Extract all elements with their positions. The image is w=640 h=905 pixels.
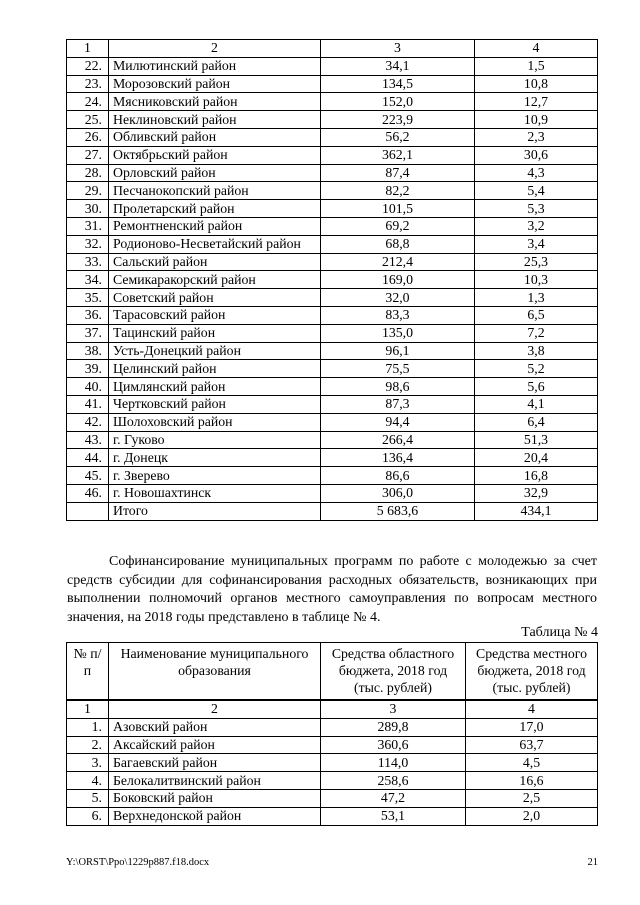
local-budget-value: 3,2 [475,217,598,235]
table-row [67,289,598,307]
local-budget-value: 6,5 [475,306,598,324]
local-budget-value: 5,4 [475,182,598,200]
municipality-name: Чертковский район [109,395,321,413]
table-header-row [67,40,598,58]
local-budget-value: 16,6 [466,772,598,790]
local-budget-value: 32,9 [475,484,598,502]
municipality-name: Аксайский район [109,736,321,754]
regional-budget-value: 98,6 [321,378,475,396]
municipality-name: Песчанокопский район [109,182,321,200]
table-body [67,718,598,825]
municipality-name: Цимлянский район [109,378,321,396]
regional-budget-value: 101,5 [321,200,475,218]
regional-budget-value: 134,5 [321,75,475,93]
row-number: 32. [67,235,109,253]
regional-budget-value: 32,0 [321,289,475,307]
table-row [67,128,598,146]
row-number: 35. [67,289,109,307]
regional-budget-value: 152,0 [321,93,475,111]
row-number: 36. [67,306,109,324]
colnum-1: 1 [67,700,109,718]
local-budget-value: 51,3 [475,431,598,449]
row-number: 27. [67,146,109,164]
local-budget-value: 1,5 [475,57,598,75]
municipality-name: Семикаракорский район [109,271,321,289]
local-budget-value: 17,0 [466,718,598,736]
table-row [67,200,598,218]
municipality-name: Усть-Донецкий район [109,342,321,360]
local-budget-value: 5,3 [475,200,598,218]
municipality-name: Неклиновский район [109,111,321,129]
row-number: 5. [67,789,109,807]
col-header-1: 1 [67,40,109,58]
table-row [67,324,598,342]
table-row [67,235,598,253]
local-budget-value: 25,3 [475,253,598,271]
regional-budget-value: 53,1 [321,807,466,825]
regional-budget-value: 223,9 [321,111,475,129]
local-budget-value: 4,1 [475,395,598,413]
regional-budget-value: 96,1 [321,342,475,360]
municipality-name: Милютинский район [109,57,321,75]
municipality-name: Пролетарский район [109,200,321,218]
table-row [67,718,598,736]
regional-budget-value: 34,1 [321,57,475,75]
row-number: 43. [67,431,109,449]
municipality-name: Орловский район [109,164,321,182]
table-row [67,111,598,129]
row-number: 4. [67,772,109,790]
table-row [67,754,598,772]
row-number: 33. [67,253,109,271]
local-budget-value: 5,6 [475,378,598,396]
regional-budget-value: 83,3 [321,306,475,324]
regional-budget-value: 56,2 [321,128,475,146]
regional-budget-value: 212,4 [321,253,475,271]
table-row [67,164,598,182]
regional-budget-value: 114,0 [321,754,466,772]
table-row [67,146,598,164]
municipality-name: Целинский район [109,360,321,378]
table-row [67,484,598,502]
table-row [67,449,598,467]
regional-budget-value: 306,0 [321,484,475,502]
local-budget-value: 2,0 [466,807,598,825]
local-budget-value: 7,2 [475,324,598,342]
table-row [67,271,598,289]
regional-budget-value: 87,4 [321,164,475,182]
table-header-row [67,643,598,701]
local-budget-value: 4,3 [475,164,598,182]
total-local: 434,1 [475,502,598,520]
row-number: 30. [67,200,109,218]
regional-budget-value: 94,4 [321,413,475,431]
municipality-name: Мясниковский район [109,93,321,111]
regional-budget-value: 258,6 [321,772,466,790]
local-budget-value: 3,4 [475,235,598,253]
header-num: № п/п [67,643,109,701]
regional-budget-value: 136,4 [321,449,475,467]
regional-budget-value: 289,8 [321,718,466,736]
row-number: 37. [67,324,109,342]
row-number: 26. [67,128,109,146]
row-number: 24. [67,93,109,111]
table-row [67,431,598,449]
colnum-4: 4 [466,700,598,718]
local-budget-value: 2,5 [466,789,598,807]
regional-budget-value: 68,8 [321,235,475,253]
municipality-name: г. Гуково [109,431,321,449]
municipality-name: Октябрьский район [109,146,321,164]
colnum-3: 3 [321,700,466,718]
total-row [67,502,598,520]
col-header-2: 2 [109,40,321,58]
local-budget-value: 12,7 [475,93,598,111]
table-row [67,360,598,378]
regional-budget-value: 169,0 [321,271,475,289]
municipality-name: Белокалитвинский район [109,772,321,790]
local-budget-value: 10,9 [475,111,598,129]
municipality-name: Родионово-Несветайский район [109,235,321,253]
municipality-name: Верхнедонской район [109,807,321,825]
regional-budget-value: 69,2 [321,217,475,235]
local-budget-value: 20,4 [475,449,598,467]
row-number: 28. [67,164,109,182]
row-number: 45. [67,467,109,485]
table-row [67,306,598,324]
row-number: 40. [67,378,109,396]
municipality-name: Азовский район [109,718,321,736]
municipality-name: Тарасовский район [109,306,321,324]
table-row [67,467,598,485]
footer-file-path: Y:\ORST\Ppo\1229p887.f18.docx [66,857,210,868]
table-caption: Таблица № 4 [521,625,598,640]
municipality-name: г. Новошахтинск [109,484,321,502]
table-body [67,57,598,502]
table-row [67,789,598,807]
regional-budget-value: 75,5 [321,360,475,378]
row-number: 38. [67,342,109,360]
table-row [67,253,598,271]
table-row [67,57,598,75]
local-budget-value: 1,3 [475,289,598,307]
table-4 [66,642,598,826]
table-row [67,772,598,790]
header-regional: Средства областного бюджета, 2018 год (тыс. рублей) [321,643,466,701]
header-name: Наименование муниципального образования [109,643,321,701]
body-paragraph: Софинансирование муниципальных программ по работе с молодежью за счет средств субсидии для софинансирования расходных обязательств, возникающих при выполнении полномочий органов местного самоуправления по вопросам местного значения, на 2018 годы представлено в таблице № 4. [67,554,597,625]
regional-budget-value: 266,4 [321,431,475,449]
municipality-name: Тацинский район [109,324,321,342]
local-budget-value: 16,8 [475,467,598,485]
local-budget-value: 6,4 [475,413,598,431]
local-budget-value: 10,8 [475,75,598,93]
row-number: 25. [67,111,109,129]
regional-budget-value: 360,6 [321,736,466,754]
subsidy-table-continued [66,39,598,521]
row-number: 46. [67,484,109,502]
row-number: 34. [67,271,109,289]
page-number: 21 [587,857,598,868]
table-row [67,217,598,235]
total-label: Итого [109,502,321,520]
regional-budget-value: 87,3 [321,395,475,413]
municipality-name: Сальский район [109,253,321,271]
table-row [67,182,598,200]
table-row [67,413,598,431]
column-number-row [67,700,598,718]
row-number: 31. [67,217,109,235]
local-budget-value: 5,2 [475,360,598,378]
municipality-name: Обливский район [109,128,321,146]
row-number: 2. [67,736,109,754]
row-number: 22. [67,57,109,75]
municipality-name: Ремонтненский район [109,217,321,235]
colnum-2: 2 [109,700,321,718]
table-row [67,378,598,396]
municipality-name: Багаевский район [109,754,321,772]
municipality-name: Шолоховский район [109,413,321,431]
regional-budget-value: 362,1 [321,146,475,164]
regional-budget-value: 135,0 [321,324,475,342]
row-number: 41. [67,395,109,413]
row-number: 39. [67,360,109,378]
local-budget-value: 63,7 [466,736,598,754]
local-budget-value: 10,3 [475,271,598,289]
col-header-3: 3 [321,40,475,58]
total-regional: 5 683,6 [321,502,475,520]
header-local: Средства местного бюджета, 2018 год (тыс. рублей) [466,643,598,701]
table-row [67,395,598,413]
municipality-name: Боковский район [109,789,321,807]
regional-budget-value: 47,2 [321,789,466,807]
table-row [67,736,598,754]
regional-budget-value: 82,2 [321,182,475,200]
local-budget-value: 30,6 [475,146,598,164]
total-num-cell [67,502,109,520]
table-row [67,93,598,111]
local-budget-value: 4,5 [466,754,598,772]
row-number: 6. [67,807,109,825]
local-budget-value: 3,8 [475,342,598,360]
local-budget-value: 2,3 [475,128,598,146]
municipality-name: г. Донецк [109,449,321,467]
municipality-name: Морозовский район [109,75,321,93]
col-header-4: 4 [475,40,598,58]
municipality-name: Советский район [109,289,321,307]
regional-budget-value: 86,6 [321,467,475,485]
table-row [67,342,598,360]
row-number: 42. [67,413,109,431]
table-row [67,75,598,93]
row-number: 29. [67,182,109,200]
row-number: 3. [67,754,109,772]
municipality-name: г. Зверево [109,467,321,485]
row-number: 44. [67,449,109,467]
row-number: 23. [67,75,109,93]
table-row [67,807,598,825]
row-number: 1. [67,718,109,736]
